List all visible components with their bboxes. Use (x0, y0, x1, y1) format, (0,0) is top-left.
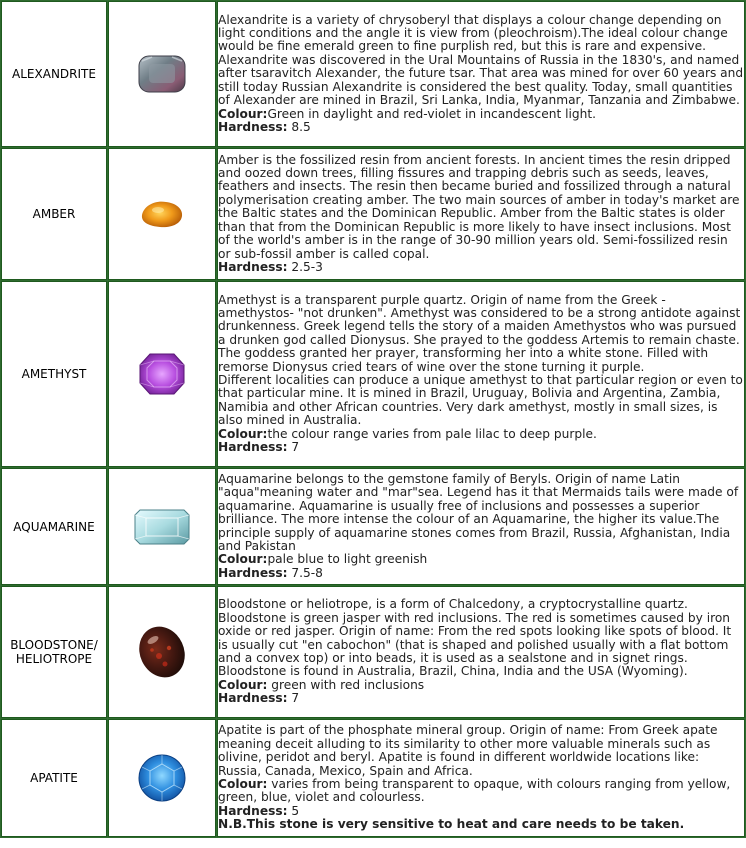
hardness-label: Hardness: (218, 119, 288, 134)
hardness-label: Hardness: (218, 259, 288, 274)
description-paragraph: Amber is the fossilized resin from ancient forests. In ancient times the resin dripped and oozed down trees, filling fissures and trapping debris such as seeds, leaves, feathers and insects. The resin then became buried and fossilized through a natural polymerisation creating amber. The two main sources of amber in today's market are the Baltic states and the Dominican Republic. Amber from the Baltic states is older than that from the Dominican Republic is more likely to have insect inclusions. Most of the world's amber is in the range of 30-90 million years old. Semi-fossilized resin or sub-fossil amber is called copal. (218, 152, 740, 261)
colour-label: Colour: (218, 426, 268, 441)
hardness-value: 7 (287, 440, 300, 455)
hardness-label: Hardness: (218, 803, 288, 818)
gem-name-line: BLOODSTONE/ (10, 638, 98, 652)
description-paragraph: Alexandrite is a variety of chrysoberyl that displays a colour change depending on light conditions and the angle it is view from (pleochroism).The ideal colour change would be fine emerald green to fine purplish red, but this is rare and expensive. Alexandrite was discovered in the Ural Mountains of Russia in the 1830's, and named after tsaravitch Alexander, the future tsar. That area was mined for over 60 years and still today Russian Alexandrite is considered the best quality. Today, small quantities of Alexander are mined in Brazil, Sri Lanka, India, Myanmar, Tanzania and Zimbabwe. (218, 12, 744, 108)
colour-line (218, 679, 744, 692)
colour-line (218, 108, 744, 121)
colour-label: Colour: (218, 777, 268, 791)
gem-description (217, 468, 745, 585)
hardness-value: 7 (287, 691, 300, 706)
colour-line (218, 553, 744, 566)
hardness-line (218, 121, 744, 134)
hardness-line (218, 261, 744, 274)
description-paragraph: Aquamarine belongs to the gemstone family of Beryls. Origin of name Latin "aqua"meaning water and "mar"sea. Legend has it that Mermaids tails were made of aquamarine. Aquamarine is usually free of inclusions and possesses a superior brilliance. The more intense the colour of an Aquamarine, the higher its value.The principle supply of aquamarine stones comes from Brazil, Russia, Afghanistan, India and Pakistan (218, 471, 739, 553)
table-row-amethyst (1, 281, 745, 467)
colour-value: varies from being transparent to opaque, with colours ranging from yellow, green, blue, violet and colourless. (218, 777, 731, 805)
amber-gem-icon (138, 197, 186, 231)
alexandrite-gem-icon (136, 53, 188, 95)
description-paragraph: Bloodstone or heliotrope, is a form of Chalcedony, a cryptocrystalline quartz. Bloodstone is green jasper with red inclusions. The red is sometimes caused by iron oxide or red jasper. Origin of name: From the red spots looking like spots of blood. It is usually cut "en cabochon" (that is shaped and polished usually with a flat bottom and a convex top) or into beads, it is used as a sealstone and in signet rings. Bloodstone is found in Australia, Brazil, China, India and the USA (Wyoming). (218, 597, 732, 679)
table-row-apatite (1, 719, 745, 837)
hardness-value: 7.5-8 (287, 565, 323, 580)
gem-description (217, 586, 745, 718)
colour-line (218, 428, 744, 441)
aquamarine-gem-icon (132, 507, 192, 547)
hardness-label: Hardness: (218, 440, 288, 455)
colour-value: green with red inclusions (267, 677, 425, 692)
description-paragraph: Amethyst is a transparent purple quartz. Origin of name from the Greek - amethystos- "not drunken". Amethyst was considered to be a strong antidote against drunkenness. Greek legend tells the story of a maiden Amethystos who was pursued a drunken god called Dionysus. She prayed to the goddess Artemis to remain chaste. The goddess granted her prayer, transforming her into a white stone. Filled with remorse Dionysus cried tears of wine over the stone turning it purple. (218, 292, 741, 374)
colour-value: the colour range varies from pale lilac to deep purple. (267, 426, 597, 441)
hardness-line (218, 692, 744, 705)
hardness-value: 8.5 (287, 119, 311, 134)
gem-name: AMBER (1, 148, 107, 280)
table-row-aquamarine (1, 468, 745, 585)
hardness-line (218, 805, 744, 818)
hardness-value: 5 (287, 803, 300, 818)
hardness-value: 2.5-3 (287, 259, 323, 274)
colour-line (218, 778, 744, 805)
hardness-label: Hardness: (218, 691, 288, 706)
gem-image-cell (108, 1, 216, 147)
gem-name: AMETHYST (1, 281, 107, 467)
table-row-alexandrite (1, 1, 745, 147)
hardness-line (218, 567, 744, 580)
gem-description (217, 719, 745, 837)
gem-name: APATITE (1, 719, 107, 837)
care-note: N.B.This stone is very sensitive to heat and care needs to be taken. (218, 817, 685, 832)
colour-value: pale blue to light greenish (267, 552, 428, 567)
colour-label: Colour: (218, 106, 268, 121)
hardness-line (218, 441, 744, 454)
gem-image-cell (108, 281, 216, 467)
gem-name: AQUAMARINE (1, 468, 107, 585)
gem-name (1, 586, 107, 718)
colour-label: Colour: (218, 677, 268, 692)
table-row-amber (1, 148, 745, 280)
colour-value: Green in daylight and red-violet in incandescent light. (267, 106, 596, 121)
gem-image-cell (108, 719, 216, 837)
hardness-label: Hardness: (218, 565, 288, 580)
colour-label: Colour: (218, 552, 268, 567)
apatite-gem-icon (136, 752, 188, 804)
bloodstone-gem-icon (135, 622, 189, 682)
gem-image-cell (108, 468, 216, 585)
table-row-bloodstone (1, 586, 745, 718)
gem-name: ALEXANDRITE (1, 1, 107, 147)
gem-description (217, 1, 745, 147)
amethyst-gem-icon (137, 351, 187, 397)
description-paragraph: Different localities can produce a unique amethyst to that particular region or even to that particular mine. It is mined in Brazil, Uruguay, Bolivia and Argentina, Zambia, Namibia and other African countries. Very dark amethyst, mostly in small sizes, is also mined in Australia. (218, 373, 743, 428)
gem-description (217, 281, 745, 467)
description-paragraph: Apatite is part of the phosphate mineral group. Origin of name: From Greek apate meaning deceit alluding to its similarity to other more valuable minerals such as olivine, peridot and beryl. Apatite is found in different worldwide locations like: Russia, Canada, Mexico, Spain and Africa. (218, 723, 718, 778)
gem-image-cell (108, 148, 216, 280)
gem-image-cell (108, 586, 216, 718)
gem-description (217, 148, 745, 280)
gem-name-line: HELIOTROPE (15, 652, 93, 666)
